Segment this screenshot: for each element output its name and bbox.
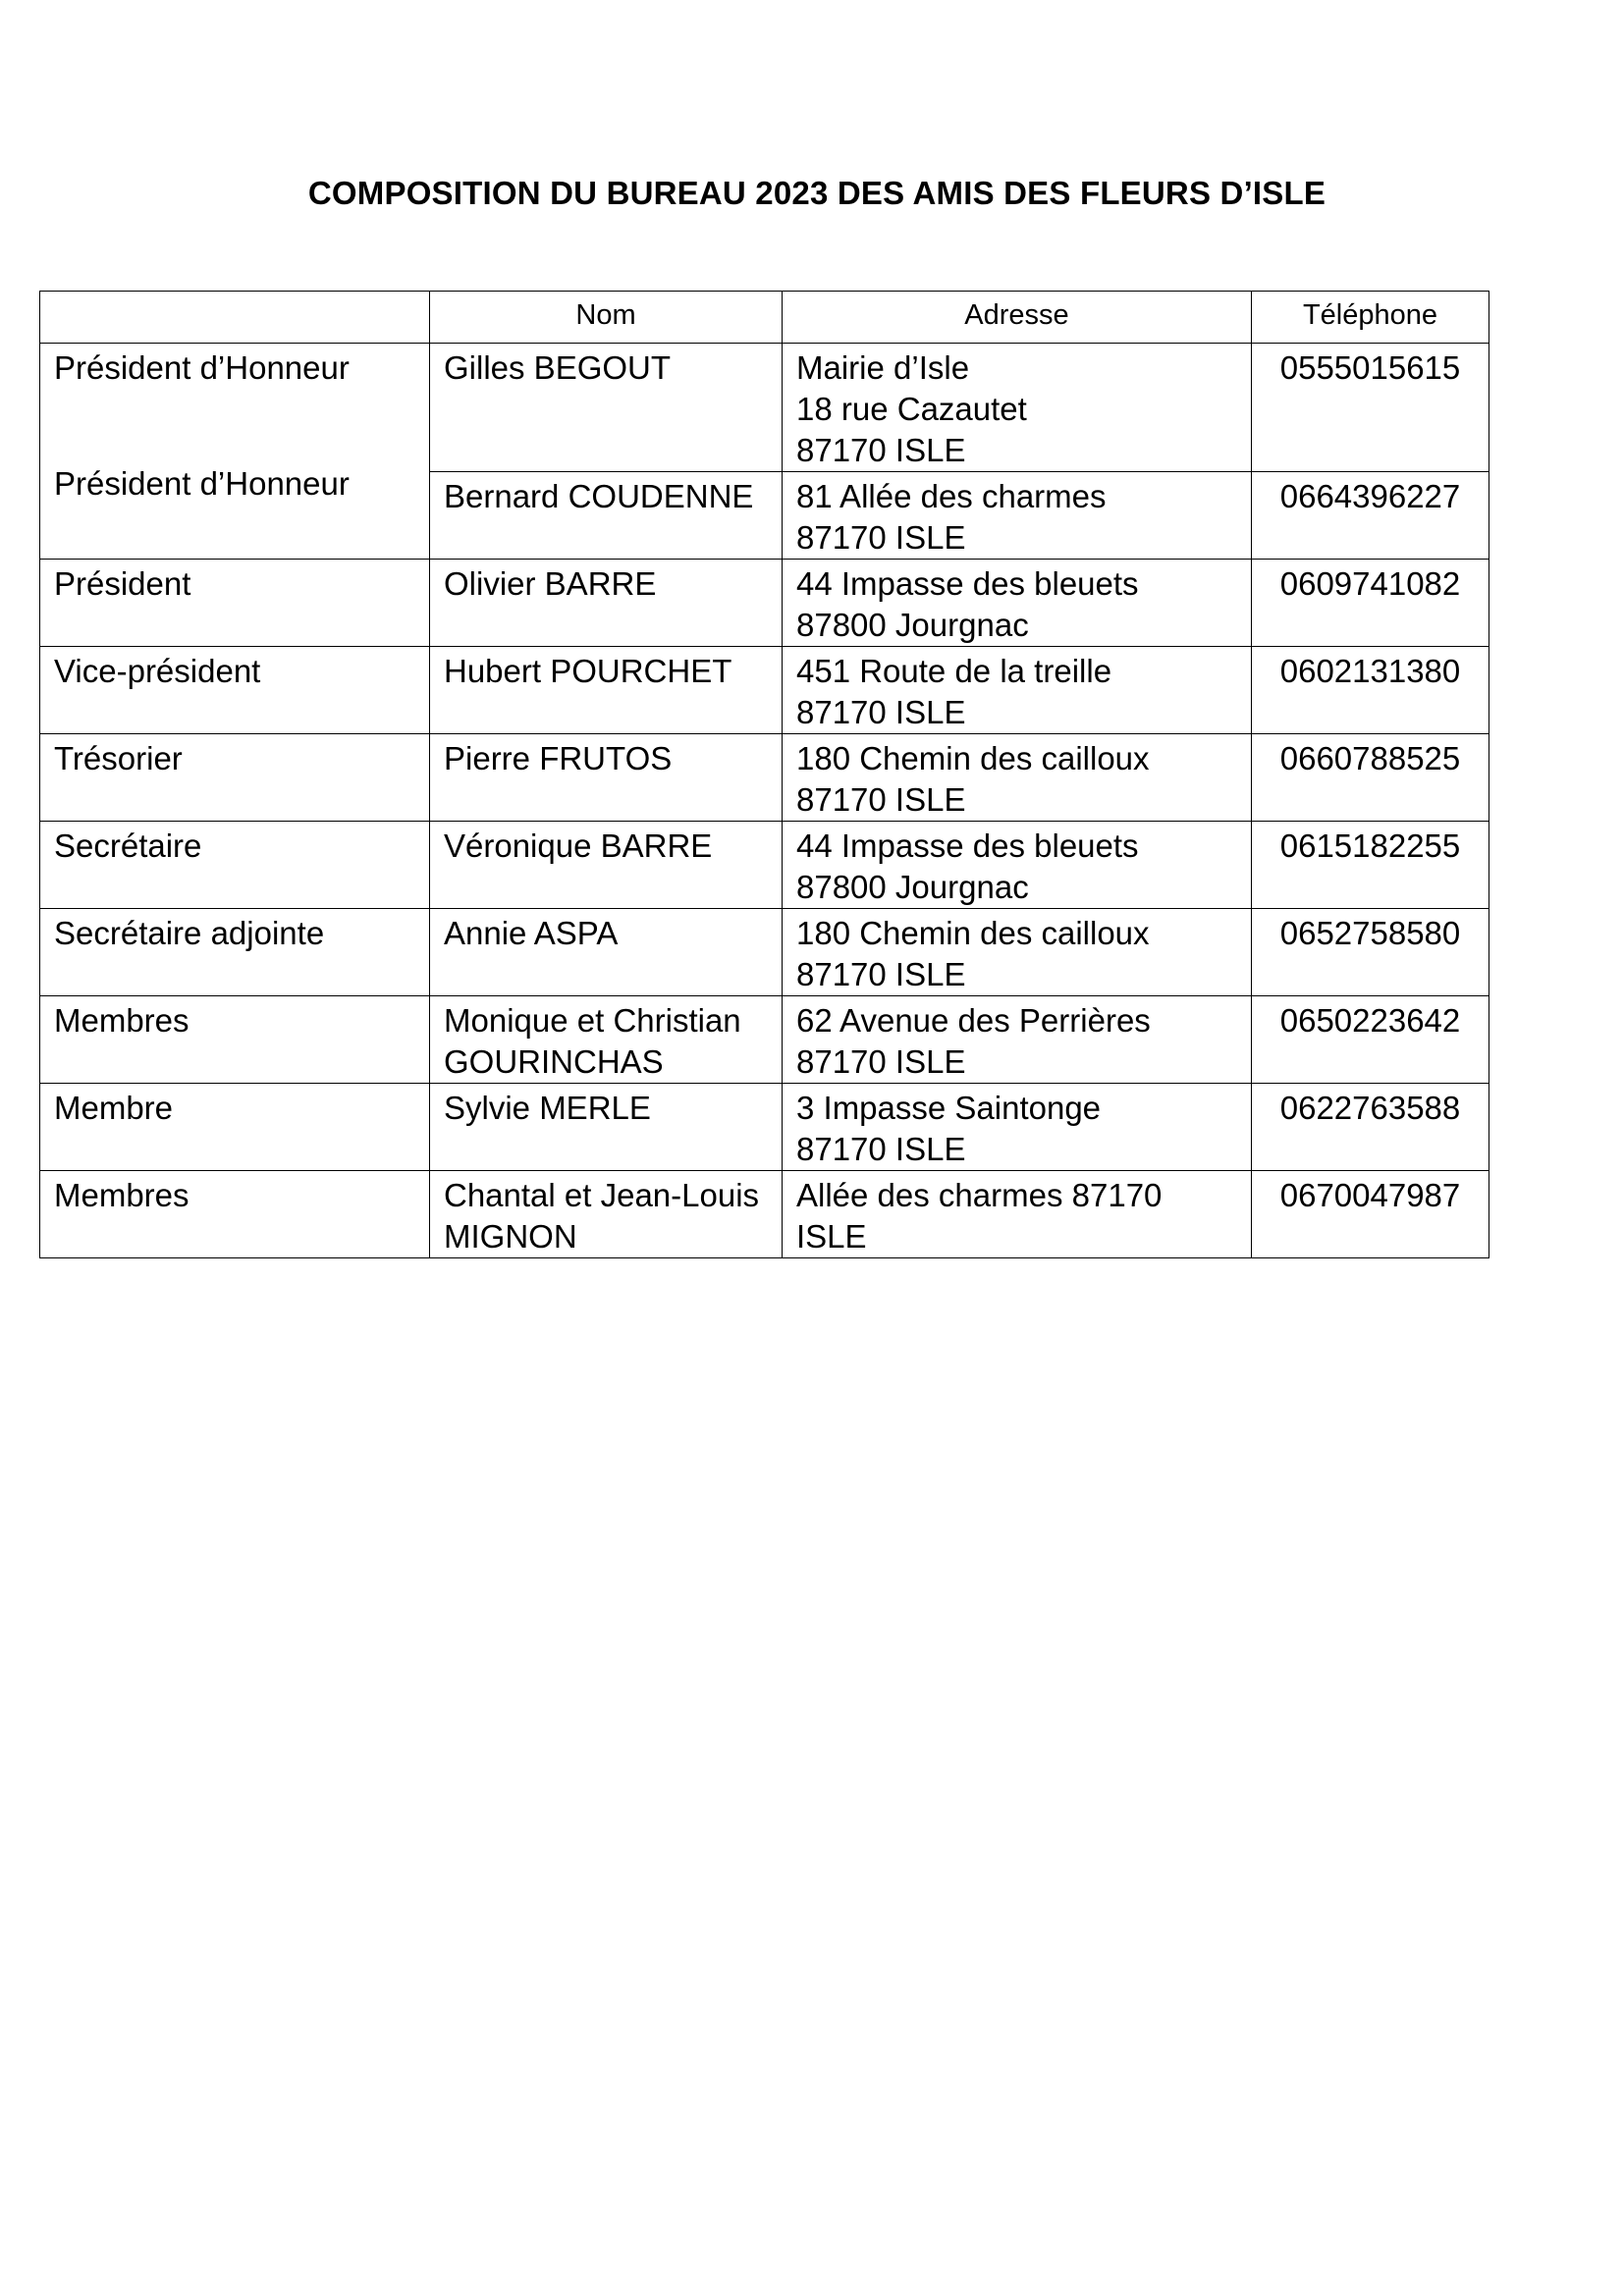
name-cell: Annie ASPA [430, 909, 783, 996]
phone-cell: 0615182255 [1252, 822, 1489, 909]
table-row [40, 996, 1489, 1084]
address-cell [783, 1171, 1252, 1258]
phone-cell: 0670047987 [1252, 1171, 1489, 1258]
name-cell [430, 996, 783, 1084]
address-cell [783, 647, 1252, 734]
role-cell: Membres [40, 1171, 430, 1258]
table-row [40, 734, 1489, 822]
address-line: 180 Chemin des cailloux [796, 740, 1150, 776]
address-line: 44 Impasse des bleuets [796, 828, 1139, 864]
address-line: Allée des charmes 87170 [796, 1177, 1163, 1213]
role-cell: Secrétaire [40, 822, 430, 909]
name-cell [430, 344, 783, 472]
address-line: 451 Route de la treille [796, 653, 1112, 689]
table-row [40, 1084, 1489, 1171]
role-cell: Membre [40, 1084, 430, 1171]
address-line: 87170 ISLE [796, 1043, 966, 1080]
phone-cell: 0660788525 [1252, 734, 1489, 822]
address-line: 81 Allée des charmes [796, 478, 1107, 514]
phone-cell: 0652758580 [1252, 909, 1489, 996]
address-line: 180 Chemin des cailloux [796, 915, 1150, 951]
address-line: 87170 ISLE [796, 519, 966, 556]
header-adresse: Adresse [783, 292, 1252, 344]
phone-cell: 0622763588 [1252, 1084, 1489, 1171]
phone-cell: 0555015615 [1252, 344, 1489, 472]
table-row [40, 647, 1489, 734]
role-cell [40, 344, 430, 560]
address-cell [783, 909, 1252, 996]
name-cell [430, 472, 783, 560]
name-cell: Hubert POURCHET [430, 647, 783, 734]
table-row [40, 909, 1489, 996]
address-line: 87800 Jourgnac [796, 607, 1029, 643]
address-line: 87170 ISLE [796, 694, 966, 730]
address-line: Mairie d’Isle [796, 349, 970, 386]
header-role [40, 292, 430, 344]
address-cell [783, 560, 1252, 647]
role-cell: Président [40, 560, 430, 647]
bureau-table [39, 291, 1489, 1258]
phone-cell: 0609741082 [1252, 560, 1489, 647]
address-cell [783, 1084, 1252, 1171]
table-row [40, 344, 1489, 472]
address-cell [783, 822, 1252, 909]
address-line: 87800 Jourgnac [796, 869, 1029, 905]
address-cell [783, 344, 1252, 472]
name-text: Gilles BEGOUT [444, 349, 672, 386]
address-cell [783, 996, 1252, 1084]
address-line: 87170 ISLE [796, 1131, 966, 1167]
document-title: COMPOSITION DU BUREAU 2023 DES AMIS DES FLEURS D’ISLE [307, 175, 1326, 211]
name-text: Bernard COUDENNE [444, 478, 754, 514]
role-cell: Membres [40, 996, 430, 1084]
name-cell: Sylvie MERLE [430, 1084, 783, 1171]
role-cell: Secrétaire adjointe [40, 909, 430, 996]
address-line: 3 Impasse Saintonge [796, 1090, 1102, 1126]
address-line: 87170 ISLE [796, 781, 966, 818]
table-row [40, 822, 1489, 909]
name-line: MIGNON [444, 1218, 577, 1255]
name-line: Monique et Christian [444, 1002, 741, 1039]
table-row [40, 560, 1489, 647]
name-cell: Pierre FRUTOS [430, 734, 783, 822]
address-cell [783, 472, 1252, 560]
address-line: 18 rue Cazautet [796, 391, 1027, 427]
address-line: 62 Avenue des Perrières [796, 1002, 1151, 1039]
phone-cell: 0650223642 [1252, 996, 1489, 1084]
address-line: ISLE [796, 1218, 867, 1255]
header-telephone: Téléphone [1252, 292, 1489, 344]
header-nom: Nom [430, 292, 783, 344]
address-line: 87170 ISLE [796, 432, 966, 468]
name-cell: Véronique BARRE [430, 822, 783, 909]
address-line: 87170 ISLE [796, 956, 966, 992]
phone-cell: 0602131380 [1252, 647, 1489, 734]
role-text: Président d’Honneur [54, 349, 350, 386]
role-cell: Vice-président [40, 647, 430, 734]
address-cell [783, 734, 1252, 822]
table-row [40, 1171, 1489, 1258]
name-line: GOURINCHAS [444, 1043, 664, 1080]
name-line: Chantal et Jean-Louis [444, 1177, 760, 1213]
role-cell: Trésorier [40, 734, 430, 822]
address-line: 44 Impasse des bleuets [796, 565, 1139, 602]
phone-cell: 0664396227 [1252, 472, 1489, 560]
name-cell: Olivier BARRE [430, 560, 783, 647]
role-text: Président d’Honneur [54, 465, 350, 502]
name-cell [430, 1171, 783, 1258]
table-header-row [40, 292, 1489, 344]
